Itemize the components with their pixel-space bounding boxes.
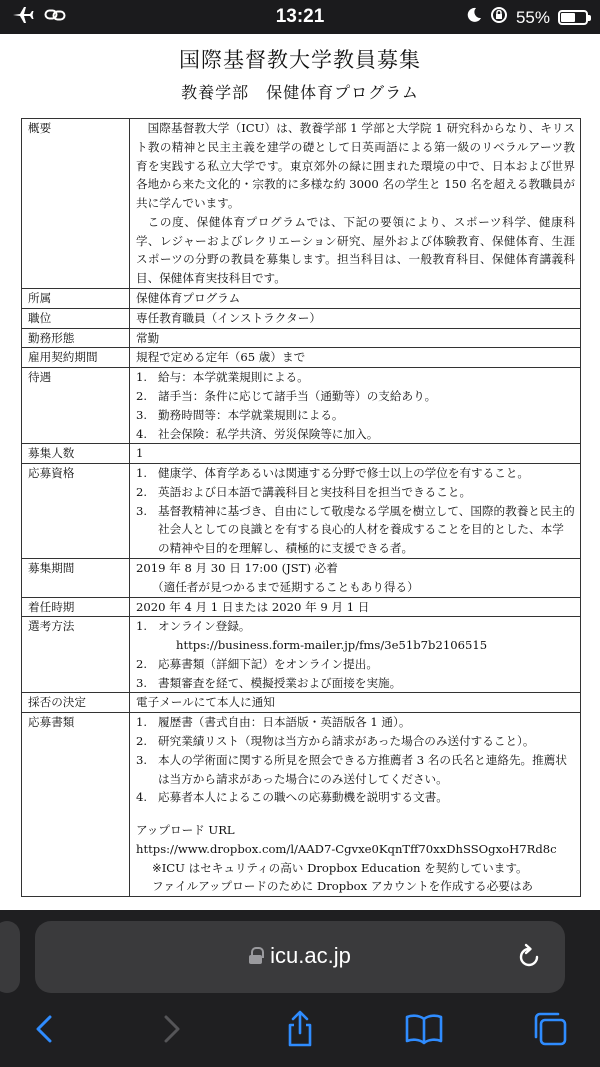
- table-row: [22, 348, 581, 368]
- row-value: 保健体育プログラム: [130, 289, 581, 309]
- table-row: [22, 693, 581, 713]
- method-cell: [130, 617, 581, 693]
- list-item: [136, 425, 575, 444]
- item-number: 3.: [136, 407, 148, 422]
- item-text: 基督教精神に基づき、自由にして敬虔なる学風を樹立して、国際的教養と民主的社会人としての良識とを有する良心的人材を養成することを目的とした、本学の精神や目的を理解し、積極的に支援できる者。: [158, 503, 575, 556]
- battery-icon: [558, 10, 588, 25]
- back-icon[interactable]: [26, 1009, 66, 1049]
- row-value: 2020 年 4 月 1 日または 2020 年 9 月 1 日: [130, 597, 581, 617]
- share-icon[interactable]: [280, 1009, 320, 1049]
- row-label: 職位: [22, 308, 130, 328]
- item-number: 2.: [136, 484, 148, 499]
- list-item: [136, 406, 575, 425]
- previous-tab-edge[interactable]: [0, 921, 20, 993]
- item-number: 1.: [136, 370, 148, 385]
- url-text: icu.ac.jp: [270, 943, 351, 968]
- item-number: 4.: [136, 790, 148, 805]
- table-row: [22, 328, 581, 348]
- row-label: 概要: [22, 119, 130, 289]
- reload-icon[interactable]: [513, 941, 545, 973]
- rotation-lock-icon: [490, 6, 508, 29]
- item-text: 社会保険：私学共済、労災保険等に加入。: [158, 426, 379, 441]
- page-subtitle: 教養学部 保健体育プログラム: [181, 83, 419, 102]
- period-note: （適任者が見つかるまで延期することもあり得る）: [152, 579, 419, 594]
- period-cell: [130, 558, 581, 597]
- security-note: ※ICU はセキュリティの高い Dropbox Education を契約しています。: [152, 860, 528, 875]
- item-text: 英語および日本語で講義科目と実技科目を担当できること。: [158, 484, 472, 499]
- list-item: [136, 464, 575, 483]
- row-label: 採否の決定: [22, 693, 130, 713]
- table-row: [22, 713, 581, 897]
- overview-paragraph: この度、保健体育プログラムでは、下記の要領により、スポーツ科学、健康科学、レジャーおよびレクリエーション研究、屋外および体験教育、保健体育、生涯スポーツの分野の教員を募集します。担当科目は、一般教育科目、保健体育講義科目、保健体育実技科目です。: [136, 214, 575, 286]
- upload-link[interactable]: https://www.dropbox.com/l/AAD7-Cgvxe0KqnTff70xxDhSSOgxoH7Rd8c: [136, 841, 557, 856]
- item-text: 健康学、体育学あるいは関連する分野で修士以上の学位を有すること。: [158, 466, 530, 481]
- item-text: 給与：本学就業規則による。: [158, 370, 309, 385]
- table-row: [22, 617, 581, 693]
- url-display: [35, 943, 565, 969]
- item-number: 3.: [136, 675, 148, 690]
- row-label: 募集期間: [22, 558, 130, 597]
- item-text: 勤務時間等：本学就業規則による。: [158, 407, 344, 422]
- item-text: 書類審査を経て、模擬授業および面接を実施。: [158, 675, 402, 690]
- row-label: 待遇: [22, 368, 130, 444]
- bookmarks-icon[interactable]: [404, 1009, 444, 1049]
- item-text: 応募書類（詳細下記）をオンライン提出。: [158, 656, 378, 671]
- item-number: 2.: [136, 656, 148, 671]
- item-number: 1.: [136, 466, 148, 481]
- benefits-cell: [130, 368, 581, 444]
- list-item: [136, 387, 575, 406]
- forward-icon[interactable]: [150, 1009, 190, 1049]
- item-number: 3.: [136, 503, 148, 518]
- address-bar[interactable]: [35, 921, 565, 993]
- lock-icon: [249, 948, 262, 964]
- list-item: [136, 674, 575, 693]
- table-row: [22, 119, 581, 289]
- list-item: [136, 732, 575, 751]
- item-text: 応募者本人によるこの職への応募動機を説明する文書。: [158, 790, 448, 805]
- status-bar: [0, 0, 600, 34]
- item-text: 研究業績リスト（現物は当方から請求があった場合のみ送付すること）。: [158, 734, 535, 748]
- browser-chrome: [0, 910, 600, 1067]
- documents-cell: [130, 713, 581, 897]
- list-item: [136, 483, 575, 502]
- item-text: オンライン登録。: [158, 619, 251, 634]
- list-item: [136, 617, 575, 636]
- item-text: 諸手当：条件に応じて諸手当（通勤等）の支給あり。: [158, 388, 437, 403]
- row-label: 所属: [22, 289, 130, 309]
- row-label: 勤務形態: [22, 328, 130, 348]
- table-row: [22, 444, 581, 464]
- moon-icon: [466, 7, 482, 28]
- table-row: [22, 289, 581, 309]
- list-item: [136, 713, 575, 732]
- list-item: [136, 751, 575, 789]
- battery-percent: 55%: [515, 7, 550, 27]
- qualifications-cell: [130, 464, 581, 559]
- list-item: [136, 655, 575, 674]
- bottom-toolbar: [0, 1005, 600, 1055]
- table-row: [22, 464, 581, 559]
- row-label: 応募資格: [22, 464, 130, 559]
- overview-cell: [130, 119, 581, 289]
- list-item: [136, 368, 575, 387]
- period-deadline: 2019 年 8 月 30 日 17:00 (JST) 必着: [136, 560, 338, 575]
- item-text: 本人の学術面に関する所見を照会できる方推薦者 3 名の氏名と連絡先。推薦状は当方から請求があった場合にのみ送付してください。: [158, 752, 567, 786]
- item-number: 2.: [136, 734, 148, 748]
- table-row: [22, 308, 581, 328]
- row-value: 常勤: [130, 328, 581, 348]
- list-item: [136, 502, 575, 558]
- row-value: 専任教育職員（インストラクター）: [130, 308, 581, 328]
- table-row: [22, 597, 581, 617]
- tabs-icon[interactable]: [530, 1009, 570, 1049]
- item-number: 1.: [136, 715, 148, 730]
- status-time: 13:21: [275, 6, 325, 27]
- row-label: 応募書類: [22, 713, 130, 897]
- overview-paragraph: 国際基督教大学（ICU）は、教養学部 1 学部と大学院 1 研究科からなり、キリスト教の精神と民主主義を建学の礎として日英両語による第一級のリベラルアーツ教育を実践する私立大学です。東京郊外の緑に囲まれた環境の中で、日本および世界各地から来た文化的・宗教的に多様な約 3000 名の学生と 150 名を超える教職員が共に学んでいます。: [136, 121, 575, 211]
- job-table: [21, 118, 581, 897]
- upload-label: アップロード URL: [136, 823, 235, 838]
- row-label: 雇用契約期間: [22, 348, 130, 368]
- table-row: [22, 368, 581, 444]
- account-note: ファイルアップロードのために Dropbox アカウントを作成する必要はあ: [152, 879, 534, 894]
- item-number: 3.: [136, 752, 148, 767]
- item-text: 履歴書（書式自由：日本語版・英語版各 1 通）。: [158, 715, 411, 730]
- row-label: 募集人数: [22, 444, 130, 464]
- list-item: [136, 788, 575, 807]
- table-row: [22, 558, 581, 597]
- row-value: 規程で定める定年（65 歳）まで: [130, 348, 581, 368]
- registration-link[interactable]: https://business.form-mailer.jp/fms/3e51b7b2106515: [176, 638, 488, 653]
- row-value: 電子メールにて本人に通知: [130, 693, 581, 713]
- item-number: 2.: [136, 388, 148, 403]
- row-value: 1: [130, 444, 581, 464]
- web-page: [0, 34, 600, 910]
- row-label: 選考方法: [22, 617, 130, 693]
- item-number: 1.: [136, 619, 148, 634]
- page-title: 国際基督教大学教員募集: [179, 48, 421, 72]
- row-label: 着任時期: [22, 597, 130, 617]
- item-number: 4.: [136, 426, 148, 441]
